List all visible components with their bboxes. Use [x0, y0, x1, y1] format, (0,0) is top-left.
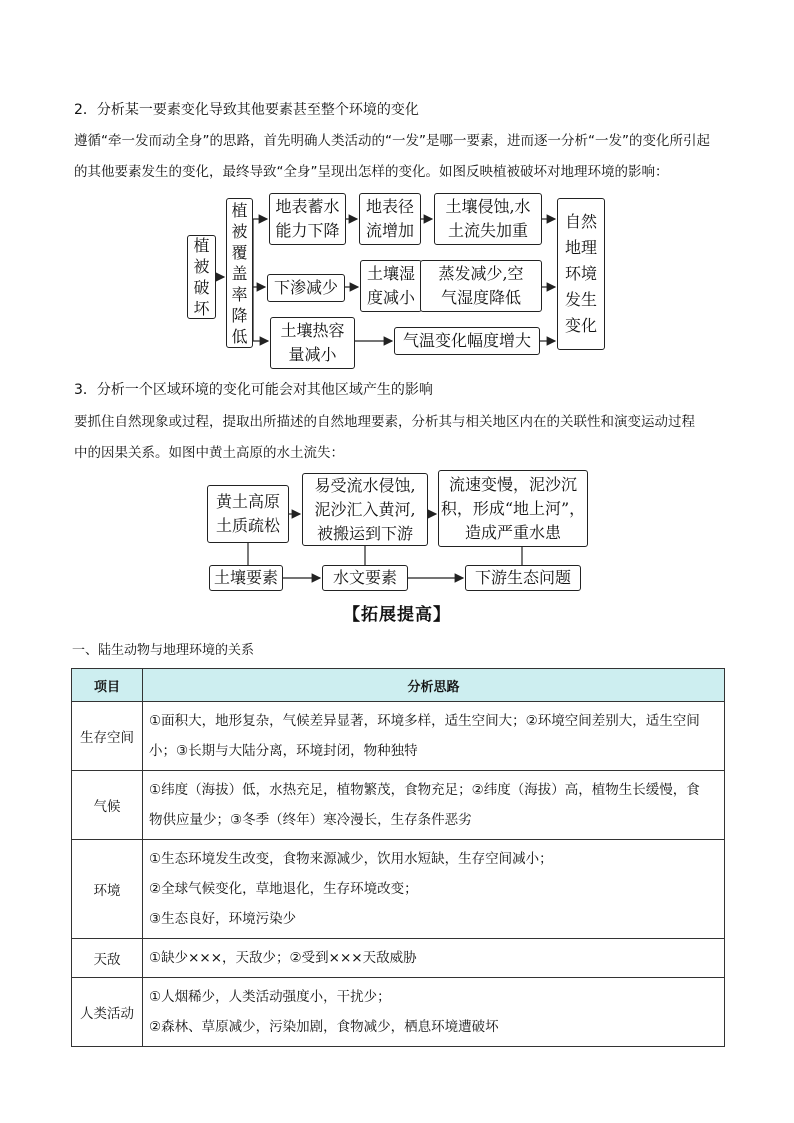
analysis-line: ①面积大，地形复杂，气候差异显著，环境多样，适生空间大；②环境空间差别大，适生空间 — [149, 713, 700, 729]
table-header-row — [72, 669, 725, 702]
box-soil-erosion: 土壤侵蚀,水 土流失加重 — [434, 193, 542, 245]
table-row — [72, 771, 725, 840]
section3-paragraph-line2: 中的因果关系。如图中黄土高原的水土流失： — [74, 445, 344, 461]
table-row — [72, 840, 725, 939]
box-temperature-range-increase: 气温变化幅度增大 — [394, 327, 540, 355]
box-erosion-sediment: 易受流水侵蚀, 泥沙汇入黄河, 被搬运到下游 — [302, 473, 428, 546]
box-soil-moisture-decrease: 土壤湿 度减小 — [360, 260, 422, 312]
section3-heading: 3．分析一个区域环境的变化可能会对其他区域产生的影响 — [74, 382, 433, 398]
extension-title: 【拓展提高】 — [343, 605, 451, 625]
box-infiltration-decrease: 下渗减少 — [267, 274, 345, 302]
section2-heading: 2．分析某一要素变化导致其他要素甚至整个环境的变化 — [74, 102, 419, 118]
analysis-line: 物供应量少；③冬季（终年）寒冷漫长，生存条件恶劣 — [149, 812, 472, 828]
box-elevated-river-flood: 流速变慢，泥沙沉 积，形成“地上河”， 造成严重水患 — [438, 470, 588, 547]
box-surface-water-storage-decline: 地表蓄水 能力下降 — [269, 193, 346, 245]
analysis-line: ②森林、草原减少，污染加剧，食物减少，栖息环境遭破坏 — [149, 1019, 499, 1035]
row-analysis — [143, 840, 725, 939]
box-soil-heat-capacity-decrease: 土壤热容 量减小 — [270, 317, 355, 369]
row-analysis — [143, 771, 725, 840]
row-analysis — [143, 978, 725, 1047]
analysis-line: ①缺少×××，天敌少；②受到×××天敌威胁 — [149, 950, 417, 966]
header-analysis: 分析思路 — [143, 669, 725, 702]
box-natural-environment-change: 自然 地理 环境 发生 变化 — [557, 198, 605, 350]
table-row — [72, 939, 725, 978]
analysis-table — [71, 668, 725, 1047]
box-surface-runoff-increase: 地表径 流增加 — [359, 193, 421, 245]
section3-paragraph-line1: 要抓住自然现象或过程，提取出所描述的自然地理要素，分析其与相关地区内在的关联性和演变运动过程 — [74, 414, 695, 430]
row-item: 气候 — [72, 771, 143, 840]
analysis-line: ①人烟稀少，人类活动强度小，干扰少； — [149, 989, 391, 1005]
row-item: 生存空间 — [72, 702, 143, 771]
row-item: 天敌 — [72, 939, 143, 978]
row-analysis — [143, 939, 725, 978]
analysis-line: 小；③长期与大陆分离，环境封闭，物种独特 — [149, 743, 418, 759]
analysis-line: ③生态良好，环境污染少 — [149, 911, 297, 927]
row-analysis — [143, 702, 725, 771]
table-row — [72, 702, 725, 771]
header-item: 项目 — [72, 669, 143, 702]
box-vegetation-destroyed: 植 被 破 坏 — [187, 235, 216, 319]
box-cover-rate-decline: 植 被 覆 盖 率 降 低 — [226, 198, 253, 348]
box-soil-element: 土壤要素 — [209, 565, 283, 591]
section2-paragraph-line2: 的其他要素发生的变化，最终导致“全身”呈现出怎样的变化。如图反映植被破坏对地理环境的影响： — [74, 164, 669, 180]
box-loess-plateau-soil: 黄土高原 土质疏松 — [207, 485, 289, 543]
row-item: 环境 — [72, 840, 143, 939]
analysis-line: ①生态环境发生改变，食物来源减少，饮用水短缺，生存空间减小； — [149, 851, 553, 867]
box-downstream-ecology: 下游生态问题 — [465, 565, 581, 591]
box-hydrology-element: 水文要素 — [322, 565, 408, 591]
analysis-line: ①纬度（海拔）低，水热充足，植物繁茂，食物充足；②纬度（海拔）高，植物生长缓慢，食 — [149, 782, 700, 798]
table-row — [72, 978, 725, 1047]
section2-paragraph-line1: 遵循“牵一发而动全身”的思路，首先明确人类活动的“一发”是哪一要素，进而逐一分析“一发”的变化所引起 — [74, 133, 710, 149]
analysis-line: ②全球气候变化，草地退化，生存环境改变； — [149, 881, 418, 897]
row-item: 人类活动 — [72, 978, 143, 1047]
box-evaporation-humidity-decrease: 蒸发减少,空 气湿度降低 — [420, 260, 542, 312]
section-one-heading: 一、陆生动物与地理环境的关系 — [72, 643, 255, 658]
